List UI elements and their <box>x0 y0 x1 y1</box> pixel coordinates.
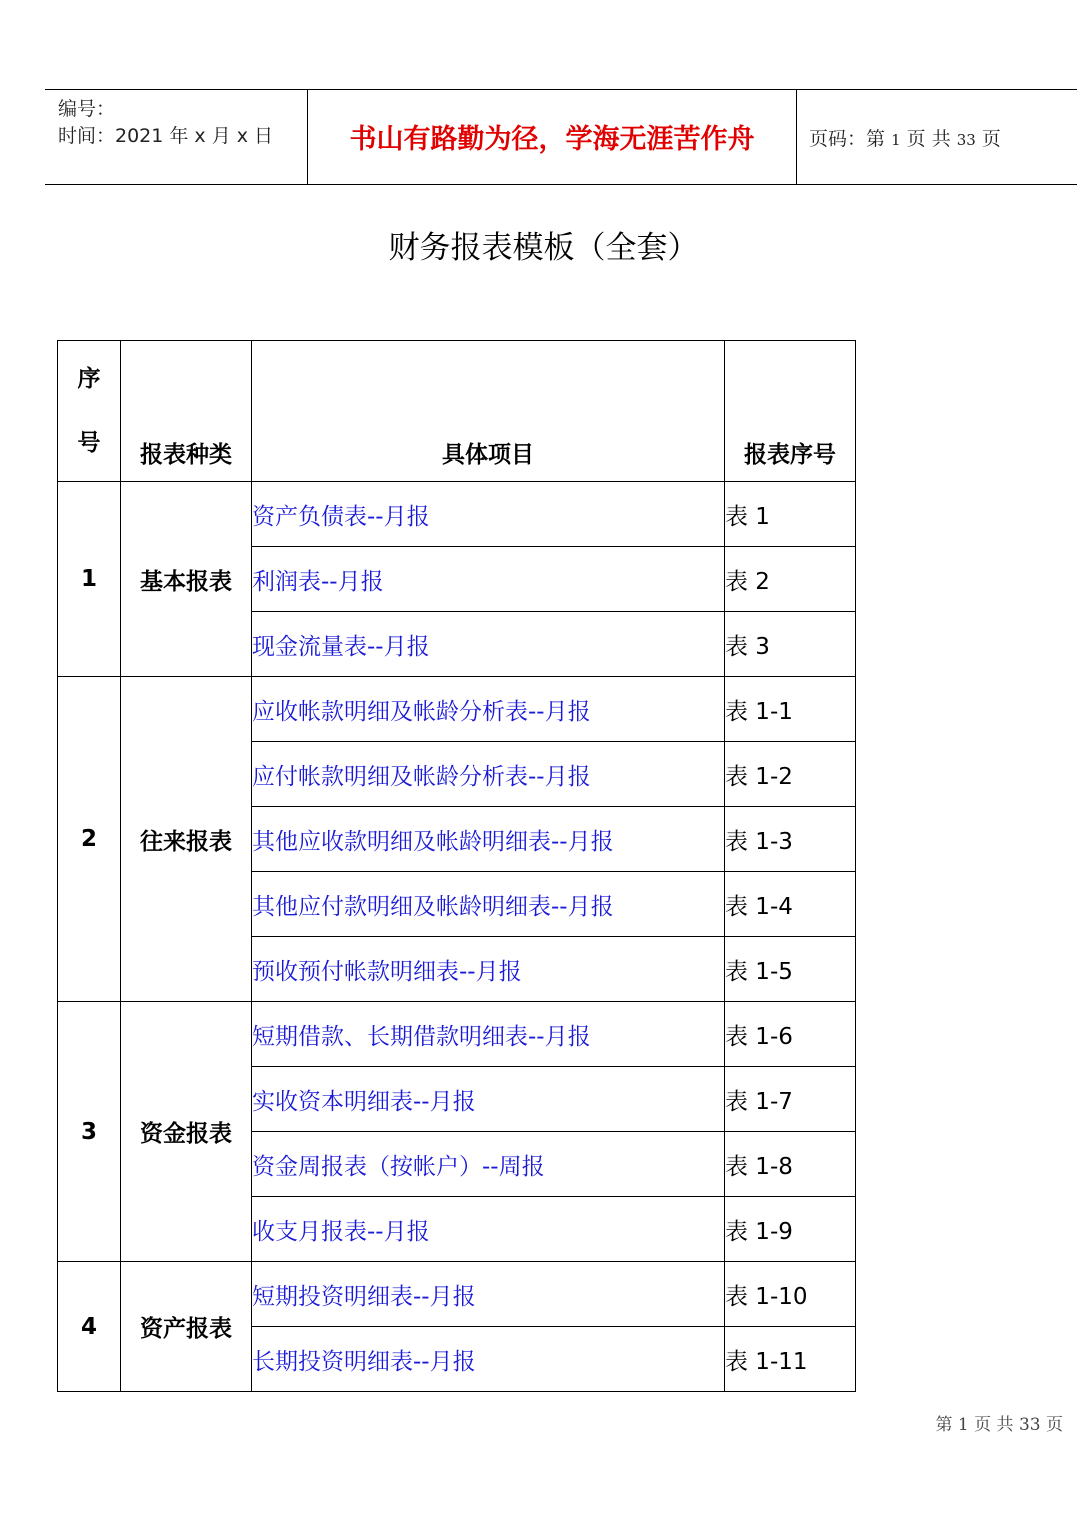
group-category: 资金报表 <box>121 1002 252 1262</box>
report-item-link[interactable]: 其他应付款明细及帐龄明细表--月报 <box>252 872 725 937</box>
report-code: 表 1-4 <box>725 872 856 937</box>
page-total: 33 <box>956 131 976 149</box>
motto: 书山有路勤为径，学海无涯苦作舟 <box>349 124 755 155</box>
report-code: 表 1 <box>725 482 856 547</box>
group-number: 4 <box>58 1262 121 1392</box>
report-code: 表 1-6 <box>725 1002 856 1067</box>
date-line: 时间：2021 年 x 月 x 日 <box>58 125 274 147</box>
report-code: 表 1-11 <box>725 1327 856 1392</box>
document-title: 财务报表模板（全套） <box>388 230 699 266</box>
page-suffix: 页 <box>981 128 1001 150</box>
header-meta <box>45 90 307 184</box>
page-indicator <box>809 124 1001 151</box>
report-item-link[interactable]: 现金流量表--月报 <box>252 612 725 677</box>
header-code: 报表序号 <box>725 341 856 482</box>
table-row <box>58 1002 856 1067</box>
page-footer: 第 1 页 共 33 页 <box>935 1415 1063 1435</box>
report-item-link[interactable]: 预收预付帐款明细表--月报 <box>252 937 725 1002</box>
report-item-link[interactable]: 应付帐款明细及帐龄分析表--月报 <box>252 742 725 807</box>
table-row <box>58 677 856 742</box>
group-category: 基本报表 <box>121 482 252 677</box>
group-number: 2 <box>58 677 121 1002</box>
header-page-cell <box>796 90 1077 184</box>
report-item-link[interactable]: 利润表--月报 <box>252 547 725 612</box>
report-code: 表 1-1 <box>725 677 856 742</box>
group-number: 3 <box>58 1002 121 1262</box>
report-item-link[interactable]: 长期投资明细表--月报 <box>252 1327 725 1392</box>
report-code: 表 1-2 <box>725 742 856 807</box>
report-code: 表 1-9 <box>725 1197 856 1262</box>
group-category: 往来报表 <box>121 677 252 1002</box>
report-code: 表 3 <box>725 612 856 677</box>
table-row <box>58 1262 856 1327</box>
report-index-table <box>57 340 856 1392</box>
report-code: 表 1-7 <box>725 1067 856 1132</box>
group-category: 资产报表 <box>121 1262 252 1392</box>
report-code: 表 2 <box>725 547 856 612</box>
header-item: 具体项目 <box>252 341 725 482</box>
report-item-link[interactable]: 资金周报表（按帐户）--周报 <box>252 1132 725 1197</box>
group-number: 1 <box>58 482 121 677</box>
report-code: 表 1-8 <box>725 1132 856 1197</box>
report-item-link[interactable]: 收支月报表--月报 <box>252 1197 725 1262</box>
page-mid: 页 共 <box>906 128 951 150</box>
page-number: 1 <box>891 131 901 149</box>
doc-number-label: 编号： <box>58 98 116 120</box>
report-item-link[interactable]: 其他应收款明细及帐龄明细表--月报 <box>252 807 725 872</box>
header-seq: 序 号 <box>58 341 121 482</box>
report-item-link[interactable]: 资产负债表--月报 <box>252 482 725 547</box>
report-item-link[interactable]: 应收帐款明细及帐龄分析表--月报 <box>252 677 725 742</box>
report-item-link[interactable]: 实收资本明细表--月报 <box>252 1067 725 1132</box>
table-header-row <box>58 341 856 482</box>
table-row <box>58 482 856 547</box>
table-body <box>58 482 856 1392</box>
report-code: 表 1-10 <box>725 1262 856 1327</box>
page-prefix: 页码：第 <box>809 128 886 150</box>
page-header <box>45 89 1077 185</box>
header-category: 报表种类 <box>121 341 252 482</box>
report-code: 表 1-3 <box>725 807 856 872</box>
report-code: 表 1-5 <box>725 937 856 1002</box>
header-motto-cell <box>307 90 797 184</box>
report-item-link[interactable]: 短期借款、长期借款明细表--月报 <box>252 1002 725 1067</box>
report-item-link[interactable]: 短期投资明细表--月报 <box>252 1262 725 1327</box>
